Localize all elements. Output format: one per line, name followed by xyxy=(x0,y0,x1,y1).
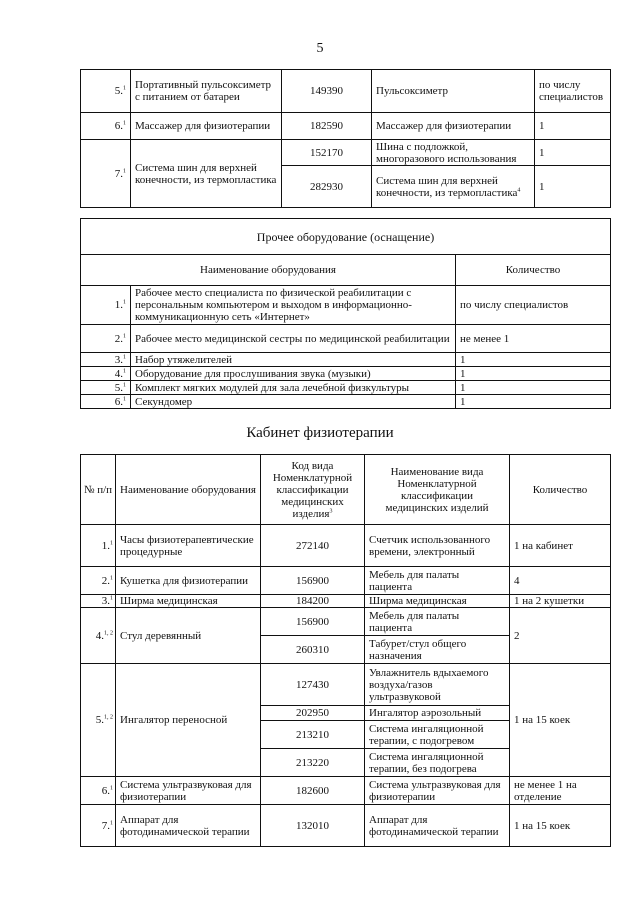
equipment-name: Рабочее место медицинской сестры по медицинской реабилитации xyxy=(131,325,456,353)
row-number: 3.$^1$ xyxy=(81,595,116,608)
table-row xyxy=(81,664,611,706)
quantity: 1 на 2 кушетки xyxy=(510,595,611,608)
quantity: 1 xyxy=(456,395,611,409)
type-code: 260310 xyxy=(261,636,365,664)
row-number: 2.$^1$ xyxy=(81,567,116,595)
table-row xyxy=(81,608,611,636)
row-number: 7.$^1$ xyxy=(81,805,116,847)
type-name: Пульсоксиметр xyxy=(372,70,535,113)
type-name: Система шин для верхней конечности, из термопластика$^4$ xyxy=(372,166,535,208)
type-name: Ширма медицинская xyxy=(365,595,510,608)
quantity: 1 xyxy=(456,353,611,367)
equipment-table-continued xyxy=(80,69,611,208)
equipment-name: Стул деревянный xyxy=(116,608,261,664)
type-name: Аппарат для фотодинамической терапии xyxy=(365,805,510,847)
table-row xyxy=(81,286,611,325)
type-code: 156900 xyxy=(261,608,365,636)
equipment-name: Система ультразвуковая для физиотерапии xyxy=(116,777,261,805)
equipment-name: Массажер для физиотерапии xyxy=(131,113,282,140)
row-number: 5.$^{1, 2}$ xyxy=(81,664,116,777)
quantity: 1 xyxy=(535,166,611,208)
table-row xyxy=(81,70,611,113)
table-header-row xyxy=(81,255,611,286)
column-header-type: Наименование вида Номенклатурной классификации медицинских изделий xyxy=(365,455,510,525)
type-name: Система ультразвуковая для физиотерапии xyxy=(365,777,510,805)
row-number: 6.$^1$ xyxy=(81,113,131,140)
equipment-name: Часы физиотерапевтические процедурные xyxy=(116,525,261,567)
physiotherapy-equipment-table xyxy=(80,454,611,847)
quantity: не менее 1 xyxy=(456,325,611,353)
quantity: 1 на 15 коек xyxy=(510,664,611,777)
table-row xyxy=(81,219,611,255)
equipment-name: Комплект мягких модулей для зала лечебной физкультуры xyxy=(131,381,456,395)
equipment-name: Рабочее место специалиста по физической реабилитации с персональным компьютером и выходом в информационно-коммуникационную сеть «Интернет» xyxy=(131,286,456,325)
equipment-name: Набор утяжелителей xyxy=(131,353,456,367)
quantity: по числу специалистов xyxy=(535,70,611,113)
quantity: 1 на 15 коек xyxy=(510,805,611,847)
column-header-code: Код вида Номенклатурной классификации медицинских изделия$^3$ xyxy=(261,455,365,525)
table-row xyxy=(81,325,611,353)
row-number: 2.$^1$ xyxy=(81,325,131,353)
row-number: 6.$^1$ xyxy=(81,777,116,805)
type-code: 182590 xyxy=(282,113,372,140)
quantity: 1 xyxy=(535,140,611,166)
quantity: 1 на кабинет xyxy=(510,525,611,567)
type-code: 213220 xyxy=(261,749,365,777)
type-code: 127430 xyxy=(261,664,365,706)
table-row xyxy=(81,353,611,367)
other-equipment-table xyxy=(80,218,611,409)
type-code: 152170 xyxy=(282,140,372,166)
row-number: 6.$^1$ xyxy=(81,395,131,409)
equipment-name: Оборудование для прослушивания звука (музыки) xyxy=(131,367,456,381)
table-row xyxy=(81,367,611,381)
type-name: Мебель для палаты пациента xyxy=(365,608,510,636)
type-code: 182600 xyxy=(261,777,365,805)
row-number: 5.$^1$ xyxy=(81,70,131,113)
type-code: 132010 xyxy=(261,805,365,847)
table-row xyxy=(81,567,611,595)
table-row xyxy=(81,140,611,166)
table-row xyxy=(81,595,611,608)
quantity: не менее 1 на отделение xyxy=(510,777,611,805)
type-name: Шина с подложкой, многоразового использования xyxy=(372,140,535,166)
type-name: Мебель для палаты пациента xyxy=(365,567,510,595)
table-header-row xyxy=(81,455,611,525)
table-row xyxy=(81,805,611,847)
quantity: 1 xyxy=(456,367,611,381)
quantity: 1 xyxy=(535,113,611,140)
type-code: 282930 xyxy=(282,166,372,208)
column-header-number: № п/п xyxy=(81,455,116,525)
equipment-name: Портативный пульсоксиметр с питанием от батареи xyxy=(131,70,282,113)
row-number: 1.$^1$ xyxy=(81,525,116,567)
type-name: Массажер для физиотерапии xyxy=(372,113,535,140)
row-number: 4.$^{1, 2}$ xyxy=(81,608,116,664)
equipment-name: Система шин для верхней конечности, из термопластика xyxy=(131,140,282,208)
equipment-name: Аппарат для фотодинамической терапии xyxy=(116,805,261,847)
quantity: 1 xyxy=(456,381,611,395)
type-name: Система ингаляционной терапии, с подогревом xyxy=(365,721,510,749)
row-number: 3.$^1$ xyxy=(81,353,131,367)
type-code: 149390 xyxy=(282,70,372,113)
quantity: по числу специалистов xyxy=(456,286,611,325)
type-code: 272140 xyxy=(261,525,365,567)
type-name: Ингалятор аэрозольный xyxy=(365,706,510,721)
column-header-name: Наименование оборудования xyxy=(81,255,456,286)
equipment-name: Ингалятор переносной xyxy=(116,664,261,777)
table-row xyxy=(81,113,611,140)
column-header-name: Наименование оборудования xyxy=(116,455,261,525)
row-number: 7.$^1$ xyxy=(81,140,131,208)
equipment-name: Ширма медицинская xyxy=(116,595,261,608)
type-name: Система ингаляционной терапии, без подогрева xyxy=(365,749,510,777)
type-code: 202950 xyxy=(261,706,365,721)
type-name: Счетчик использованного времени, электронный xyxy=(365,525,510,567)
table-title: Прочее оборудование (оснащение) xyxy=(81,219,611,255)
page-number: 5 xyxy=(316,41,324,56)
equipment-name: Кушетка для физиотерапии xyxy=(116,567,261,595)
type-name: Увлажнитель вдыхаемого воздуха/газов ультразвуковой xyxy=(365,664,510,706)
type-code: 184200 xyxy=(261,595,365,608)
quantity: 4 xyxy=(510,567,611,595)
equipment-name: Секундомер xyxy=(131,395,456,409)
type-name: Табурет/стул общего назначения xyxy=(365,636,510,664)
type-code: 213210 xyxy=(261,721,365,749)
table-row xyxy=(81,381,611,395)
table-row xyxy=(81,395,611,409)
section-title: Кабинет физиотерапии xyxy=(246,425,394,441)
quantity: 2 xyxy=(510,608,611,664)
column-header-quantity: Количество xyxy=(456,255,611,286)
table-row xyxy=(81,777,611,805)
type-code: 156900 xyxy=(261,567,365,595)
row-number: 5.$^1$ xyxy=(81,381,131,395)
column-header-quantity: Количество xyxy=(510,455,611,525)
row-number: 4.$^1$ xyxy=(81,367,131,381)
table-row xyxy=(81,525,611,567)
row-number: 1.$^1$ xyxy=(81,286,131,325)
